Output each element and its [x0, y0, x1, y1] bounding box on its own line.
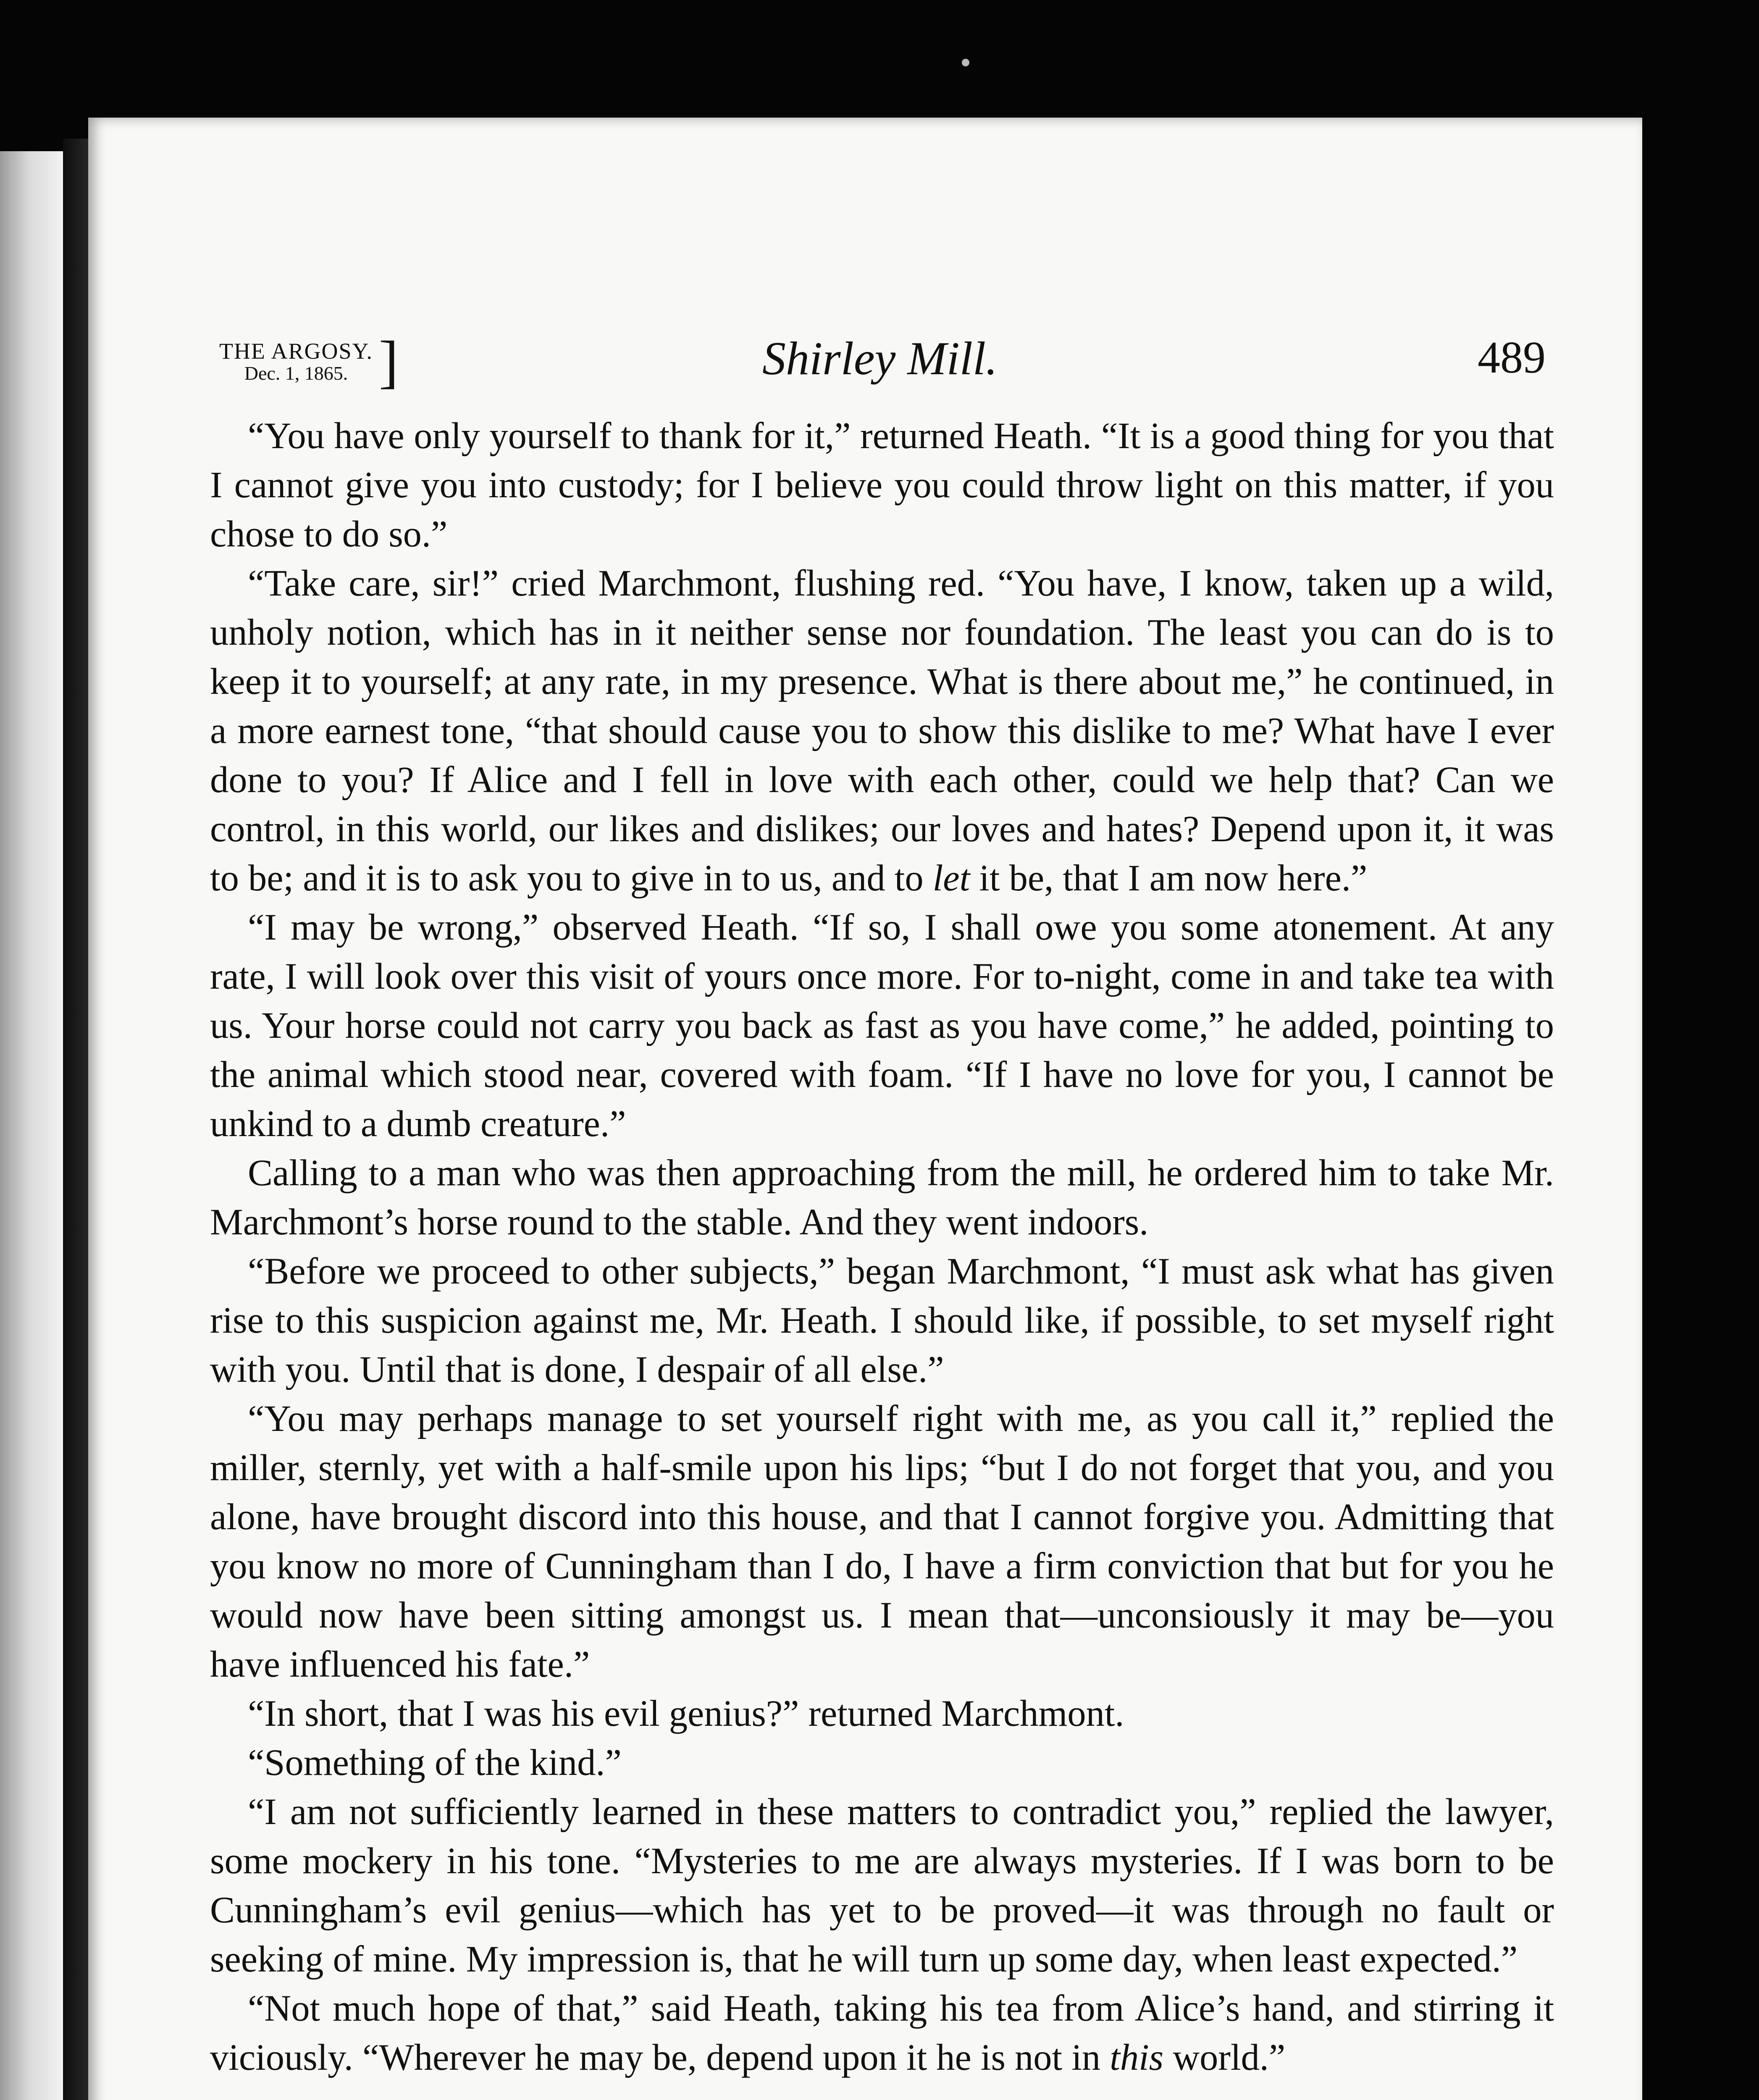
text-run: “You have only yourself to thank for it,” returned Heath. “It is a good thing for you that I cannot give you into custody; for I believe you could throw light on this matter, if you chose to do so.” [210, 415, 1554, 555]
text-run: “You may perhaps manage to set yourself right with me, as you call it,” replied the miller, sternly, yet with a half-smile upon his lips; “but I do not forget that you, and you alone, have brought discord into this house, and that I cannot forgive you. Admitting that you know no more of Cunningham than I do, I have a firm conviction that but for you he would now have been sitting amongst us. I mean that—unconsiously it may be—you have influenced his fate.” [210, 1398, 1554, 1685]
book-page [88, 118, 1642, 2100]
header-bracket: ] [379, 329, 399, 394]
body-paragraph [210, 1247, 1554, 1394]
text-run: “In short, that I was his evil genius?” returned Marchmont. [248, 1693, 1124, 1734]
body-paragraph [210, 1689, 1554, 1738]
running-title: Shirley Mill. [762, 333, 998, 385]
journal-date: Dec. 1, 1865. [244, 362, 348, 384]
text-run: “I may be wrong,” observed Heath. “If so, I shall owe you some atonement. At any rate, I will look over this visit of yours once more. For to-night, come in and take tea with us. Your horse could not carry you back as fast as you have come,” he added, pointing to the animal which stood near, covered with foam. “If I have no love for you, I cannot be unkind to a dumb creature.” [210, 907, 1554, 1144]
text-run: “Before we proceed to other subjects,” began Marchmont, “I must ask what has given rise to this suspicion against me, Mr. Heath. I should like, if possible, to set myself right with you. Until that is done, I despair of all else.” [210, 1251, 1554, 1390]
text-run: “Take care, sir!” cried Marchmont, flushing red. “You have, I know, taken up a wild, unholy notion, which has in it neither sense nor foundation. The least you can do is to keep it to yourself; at any rate, in my presence. What is there about me,” he continued, in a more earnest tone, “that should cause you to show this dislike to me? What have I ever done to you? If Alice and I fell in love with each other, could we help that? Can we control, in this world, our likes and dislikes; our loves and hates? Depend upon it, it was to be; and it is to ask you to give in to us, and to [210, 563, 1554, 899]
page-header [214, 328, 1546, 412]
text-run: “Not much hope of that,” said Heath, taking his tea from Alice’s hand, and stirring it viciously. “Wherever he may be, depend upon it he is not in [210, 1988, 1554, 2078]
scan-dust-mark [962, 59, 969, 66]
text-run: world.” [1163, 2037, 1286, 2078]
text-run: Calling to a man who was then approaching from the mill, he ordered him to take Mr. Marchmont’s horse round to the stable. And they went indoors. [210, 1152, 1554, 1243]
body-paragraph [210, 1788, 1554, 1984]
body-paragraph [210, 412, 1554, 559]
previous-page-edge [0, 151, 63, 2100]
body-paragraph [210, 903, 1554, 1149]
journal-name: THE ARGOSY. [219, 339, 373, 364]
body-paragraph [210, 559, 1554, 903]
page-number: 489 [1478, 333, 1546, 383]
body-paragraph [210, 1738, 1554, 1788]
text-run: “Something of the kind.” [248, 1742, 622, 1783]
italic-text-run: let [932, 858, 970, 899]
text-run: it be, that I am now here.” [970, 858, 1368, 899]
body-paragraph [210, 1984, 1554, 2082]
body-paragraph [210, 1394, 1554, 1689]
body-text [210, 412, 1554, 2100]
italic-text-run: this [1110, 2037, 1164, 2078]
text-run: “I am not sufficiently learned in these matters to contradict you,” replied the lawyer, some mockery in his tone. “Mysteries to me are always mysteries. If I was born to be Cunningham’s evil genius—which has yet to be proved—it was through no fault or seeking of mine. My impression is, that he will turn up some day, when least expected.” [210, 1791, 1554, 1980]
body-paragraph [210, 1149, 1554, 1247]
